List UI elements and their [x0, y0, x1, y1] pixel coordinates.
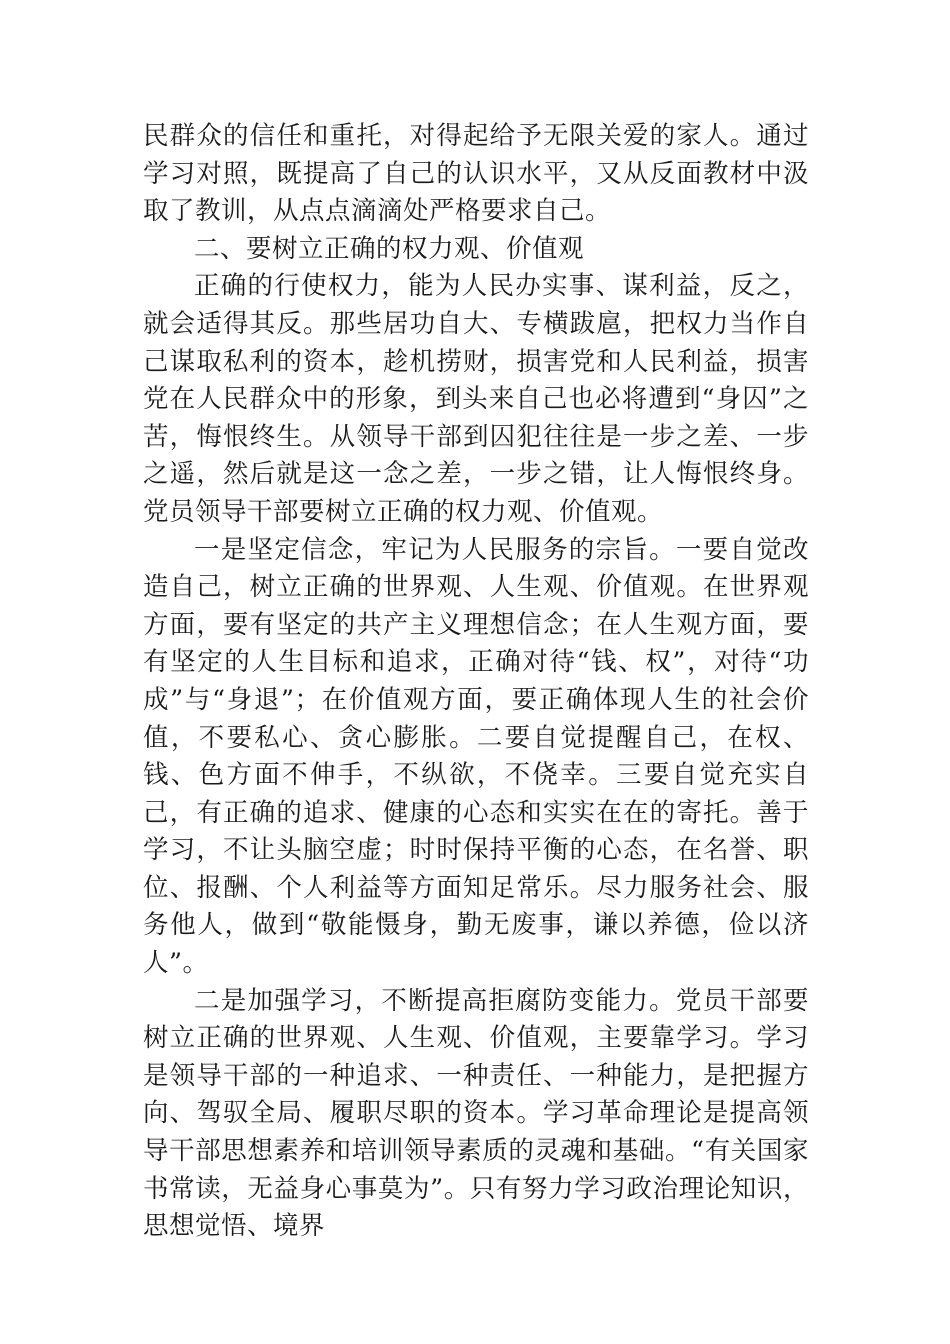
paragraph-continued: 民群众的信任和重托，对得起给予无限关爱的家人。通过学习对照，既提高了自己的认识水平，又从反面教材中汲取了教训，从点点滴滴处严格要求自己。	[143, 121, 809, 227]
paragraph: 一是坚定信念，牢记为人民服务的宗旨。一要自觉改造自己，树立正确的世界观、人生观、价值观。在世界观方面，要有坚定的共产主义理想信念；在人生观方面，要有坚定的人生目标和追求，正确对待“钱、权”，对待“功成”与“身退”；在价值观方面，要正确体现人生的社会价值，不要私心、贪心膨胀。二要自觉提醒自己，在权、钱、色方面不伸手，不纵欲，不侥幸。三要自觉充实自己，有正确的追求、健康的心态和实实在在的寄托。善于学习，不让头脑空虚；时时保持平衡的心态，在名誉、职位、报酬、个人利益等方面知足常乐。尽力服务社会、服务他人，做到“敬能慑身，勤无废事，谦以养德，俭以济人”。	[143, 534, 809, 979]
document-body	[143, 118, 809, 1246]
paragraph: 正确的行使权力，能为人民办实事、谋利益，反之，就会适得其反。那些居功自大、专横跋扈，把权力当作自己谋取私利的资本，趁机捞财，损害党和人民利益，损害党在人民群众中的形象，到头来自己也必将遭到“身囚”之苦，悔恨终生。从领导干部到囚犯往往是一步之差、一步之遥，然后就是这一念之差，一步之错，让人悔恨终身。党员领导干部要树立正确的权力观、价值观。	[143, 271, 809, 527]
paragraph: 二是加强学习，不断提高拒腐防变能力。党员干部要树立正确的世界观、人生观、价值观，主要靠学习。学习是领导干部的一种追求、一种责任、一种能力，是把握方向、驾驭全局、履职尽职的资本。学习革命理论是提高领导干部思想素养和培训领导素质的灵魂和基础。“有关国家书常读，无益身心事莫为”。只有努力学习政治理论知识，思想觉悟、境界	[143, 985, 809, 1242]
section-heading: 二、要树立正确的权力观、价值观	[194, 233, 585, 264]
